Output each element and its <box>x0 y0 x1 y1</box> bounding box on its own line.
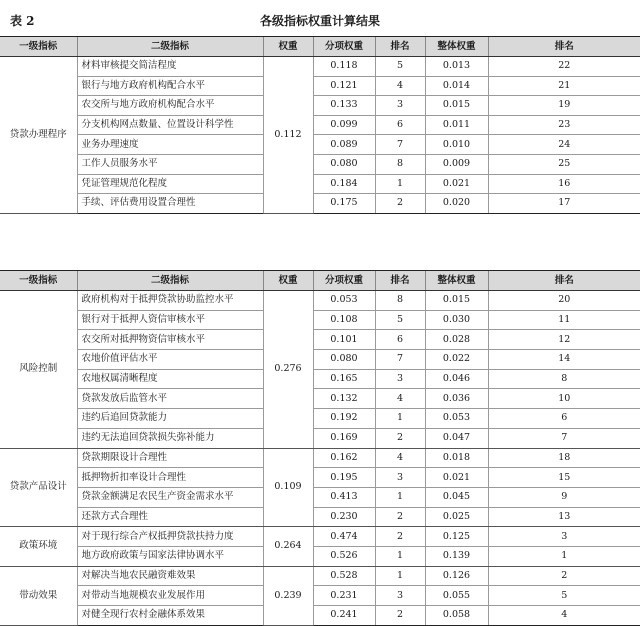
overall-rank-cell: 14 <box>488 350 640 370</box>
level2-indicator: 政府机构对于抵押贷款协助监控水平 <box>77 291 263 311</box>
sub-weight-cell: 0.526 <box>313 546 375 566</box>
overall-rank-cell: 22 <box>488 57 640 77</box>
level2-indicator: 银行与地方政府机构配合水平 <box>77 76 263 96</box>
header-row <box>0 37 640 57</box>
header-weight: 权重 <box>263 271 313 291</box>
overall-weight-cell: 0.058 <box>425 606 488 626</box>
level2-indicator: 违约无法追回贷款损失弥补能力 <box>77 428 263 448</box>
rank-cell: 1 <box>375 174 425 194</box>
sub-weight-cell: 0.169 <box>313 428 375 448</box>
overall-rank-cell: 3 <box>488 527 640 547</box>
table-row <box>0 389 640 409</box>
table-row <box>0 448 640 468</box>
table-title: 各级指标权重计算结果 <box>259 14 380 28</box>
table-row <box>0 310 640 330</box>
overall-rank-cell: 24 <box>488 135 640 155</box>
level2-indicator: 贷款发放后监管水平 <box>77 389 263 409</box>
rank-cell: 2 <box>375 606 425 626</box>
overall-rank-cell: 21 <box>488 76 640 96</box>
rank-cell: 3 <box>375 586 425 606</box>
overall-rank-cell: 17 <box>488 194 640 214</box>
sub-weight-cell: 0.162 <box>313 448 375 468</box>
table-row <box>0 291 640 311</box>
overall-weight-cell: 0.139 <box>425 546 488 566</box>
table-row <box>0 487 640 507</box>
weights-table-1 <box>0 36 640 214</box>
header-overall-rank: 排名 <box>488 37 640 57</box>
sub-weight-cell: 0.528 <box>313 566 375 586</box>
overall-rank-cell: 11 <box>488 310 640 330</box>
overall-weight-cell: 0.030 <box>425 310 488 330</box>
rank-cell: 2 <box>375 194 425 214</box>
rank-cell: 7 <box>375 135 425 155</box>
group-weight: 0.109 <box>263 448 313 527</box>
level2-indicator: 银行对于抵押人资信审核水平 <box>77 310 263 330</box>
overall-rank-cell: 8 <box>488 369 640 389</box>
table-row <box>0 96 640 116</box>
table-row <box>0 606 640 626</box>
level1-indicator: 带动效果 <box>0 566 77 625</box>
table-row <box>0 468 640 488</box>
overall-rank-cell: 6 <box>488 409 640 429</box>
level1-indicator: 政策环境 <box>0 527 77 566</box>
overall-rank-cell: 12 <box>488 330 640 350</box>
table-row <box>0 546 640 566</box>
header-rank: 排名 <box>375 271 425 291</box>
overall-weight-cell: 0.018 <box>425 448 488 468</box>
header-sub-weight: 分项权重 <box>313 271 375 291</box>
rank-cell: 5 <box>375 57 425 77</box>
table-row <box>0 428 640 448</box>
sub-weight-cell: 0.121 <box>313 76 375 96</box>
rank-cell: 8 <box>375 154 425 174</box>
level2-indicator: 手续、评估费用设置合理性 <box>77 194 263 214</box>
level2-indicator: 还款方式合理性 <box>77 507 263 527</box>
table-row <box>0 174 640 194</box>
rank-cell: 4 <box>375 448 425 468</box>
sub-weight-cell: 0.413 <box>313 487 375 507</box>
header-overall-weight: 整体权重 <box>425 37 488 57</box>
level1-indicator: 贷款办理程序 <box>0 57 77 214</box>
group-weight: 0.239 <box>263 566 313 625</box>
overall-rank-cell: 4 <box>488 606 640 626</box>
header-overall-rank: 排名 <box>488 271 640 291</box>
level2-indicator: 对于现行综合产权抵押贷款扶持力度 <box>77 527 263 547</box>
rank-cell: 7 <box>375 350 425 370</box>
rank-cell: 6 <box>375 330 425 350</box>
overall-rank-cell: 7 <box>488 428 640 448</box>
overall-weight-cell: 0.015 <box>425 291 488 311</box>
sub-weight-cell: 0.175 <box>313 194 375 214</box>
level2-indicator: 对健全现行农村金融体系效果 <box>77 606 263 626</box>
table-row <box>0 154 640 174</box>
sub-weight-cell: 0.195 <box>313 468 375 488</box>
sub-weight-cell: 0.118 <box>313 57 375 77</box>
rank-cell: 5 <box>375 310 425 330</box>
level2-indicator: 贷款期限设计合理性 <box>77 448 263 468</box>
sub-weight-cell: 0.080 <box>313 350 375 370</box>
sub-weight-cell: 0.053 <box>313 291 375 311</box>
level2-indicator: 抵押物折扣率设计合理性 <box>77 468 263 488</box>
overall-rank-cell: 5 <box>488 586 640 606</box>
table-row <box>0 586 640 606</box>
level2-indicator: 农地权属清晰程度 <box>77 369 263 389</box>
overall-weight-cell: 0.010 <box>425 135 488 155</box>
table-row <box>0 76 640 96</box>
overall-rank-cell: 18 <box>488 448 640 468</box>
overall-rank-cell: 23 <box>488 115 640 135</box>
level1-indicator: 贷款产品设计 <box>0 448 77 527</box>
rank-cell: 1 <box>375 487 425 507</box>
group-weight: 0.264 <box>263 527 313 566</box>
level2-indicator: 对带动当地规模农业发展作用 <box>77 586 263 606</box>
table-row <box>0 350 640 370</box>
header-level2: 二级指标 <box>77 37 263 57</box>
overall-rank-cell: 16 <box>488 174 640 194</box>
overall-weight-cell: 0.126 <box>425 566 488 586</box>
rank-cell: 2 <box>375 428 425 448</box>
overall-rank-cell: 1 <box>488 546 640 566</box>
overall-weight-cell: 0.013 <box>425 57 488 77</box>
table-label: 表 2 <box>10 14 35 28</box>
header-overall-weight: 整体权重 <box>425 271 488 291</box>
overall-weight-cell: 0.047 <box>425 428 488 448</box>
level2-indicator: 农交所对抵押物资信审核水平 <box>77 330 263 350</box>
overall-weight-cell: 0.045 <box>425 487 488 507</box>
rank-cell: 4 <box>375 76 425 96</box>
header-rank: 排名 <box>375 37 425 57</box>
table-row <box>0 507 640 527</box>
sub-weight-cell: 0.101 <box>313 330 375 350</box>
table-row <box>0 527 640 547</box>
level2-indicator: 材料审核提交简洁程度 <box>77 57 263 77</box>
overall-weight-cell: 0.021 <box>425 174 488 194</box>
sub-weight-cell: 0.080 <box>313 154 375 174</box>
level2-indicator: 农地价值评估水平 <box>77 350 263 370</box>
rank-cell: 4 <box>375 389 425 409</box>
header-level1: 一级指标 <box>0 37 77 57</box>
table-row <box>0 135 640 155</box>
level1-indicator: 风险控制 <box>0 291 77 449</box>
level2-indicator: 分支机构网点数量、位置设计科学性 <box>77 115 263 135</box>
sub-weight-cell: 0.132 <box>313 389 375 409</box>
overall-weight-cell: 0.025 <box>425 507 488 527</box>
sub-weight-cell: 0.099 <box>313 115 375 135</box>
overall-weight-cell: 0.014 <box>425 76 488 96</box>
overall-rank-cell: 13 <box>488 507 640 527</box>
overall-weight-cell: 0.020 <box>425 194 488 214</box>
overall-weight-cell: 0.046 <box>425 369 488 389</box>
rank-cell: 6 <box>375 115 425 135</box>
sub-weight-cell: 0.133 <box>313 96 375 116</box>
overall-weight-cell: 0.055 <box>425 586 488 606</box>
table-row <box>0 194 640 214</box>
sub-weight-cell: 0.184 <box>313 174 375 194</box>
sub-weight-cell: 0.089 <box>313 135 375 155</box>
overall-rank-cell: 2 <box>488 566 640 586</box>
sub-weight-cell: 0.165 <box>313 369 375 389</box>
table-row <box>0 566 640 586</box>
overall-rank-cell: 20 <box>488 291 640 311</box>
level2-indicator: 凭证管理规范化程度 <box>77 174 263 194</box>
rank-cell: 8 <box>375 291 425 311</box>
level2-indicator: 对解决当地农民融资难效果 <box>77 566 263 586</box>
header-level1: 一级指标 <box>0 271 77 291</box>
sub-weight-cell: 0.241 <box>313 606 375 626</box>
overall-rank-cell: 10 <box>488 389 640 409</box>
header-row <box>0 271 640 291</box>
overall-weight-cell: 0.009 <box>425 154 488 174</box>
rank-cell: 1 <box>375 409 425 429</box>
level2-indicator: 贷款金额满足农民生产资金需求水平 <box>77 487 263 507</box>
table-row <box>0 115 640 135</box>
weights-table-2 <box>0 270 640 626</box>
overall-rank-cell: 9 <box>488 487 640 507</box>
header-sub-weight: 分项权重 <box>313 37 375 57</box>
sub-weight-cell: 0.230 <box>313 507 375 527</box>
level2-indicator: 工作人员服务水平 <box>77 154 263 174</box>
level2-indicator: 业务办理速度 <box>77 135 263 155</box>
rank-cell: 3 <box>375 468 425 488</box>
sub-weight-cell: 0.231 <box>313 586 375 606</box>
group-weight: 0.276 <box>263 291 313 449</box>
header-level2: 二级指标 <box>77 271 263 291</box>
overall-rank-cell: 19 <box>488 96 640 116</box>
rank-cell: 3 <box>375 369 425 389</box>
table-row <box>0 369 640 389</box>
rank-cell: 2 <box>375 507 425 527</box>
rank-cell: 1 <box>375 546 425 566</box>
sub-weight-cell: 0.108 <box>313 310 375 330</box>
table-row <box>0 409 640 429</box>
table-row <box>0 57 640 77</box>
overall-weight-cell: 0.036 <box>425 389 488 409</box>
overall-rank-cell: 15 <box>488 468 640 488</box>
table-caption <box>10 12 630 30</box>
table-row <box>0 330 640 350</box>
overall-weight-cell: 0.022 <box>425 350 488 370</box>
sub-weight-cell: 0.192 <box>313 409 375 429</box>
level2-indicator: 违约后追回贷款能力 <box>77 409 263 429</box>
overall-weight-cell: 0.021 <box>425 468 488 488</box>
overall-rank-cell: 25 <box>488 154 640 174</box>
overall-weight-cell: 0.053 <box>425 409 488 429</box>
sub-weight-cell: 0.474 <box>313 527 375 547</box>
level2-indicator: 农交所与地方政府机构配合水平 <box>77 96 263 116</box>
rank-cell: 2 <box>375 527 425 547</box>
overall-weight-cell: 0.028 <box>425 330 488 350</box>
rank-cell: 1 <box>375 566 425 586</box>
overall-weight-cell: 0.011 <box>425 115 488 135</box>
level2-indicator: 地方政府政策与国家法律协调水平 <box>77 546 263 566</box>
header-weight: 权重 <box>263 37 313 57</box>
overall-weight-cell: 0.015 <box>425 96 488 116</box>
group-weight: 0.112 <box>263 57 313 214</box>
overall-weight-cell: 0.125 <box>425 527 488 547</box>
rank-cell: 3 <box>375 96 425 116</box>
